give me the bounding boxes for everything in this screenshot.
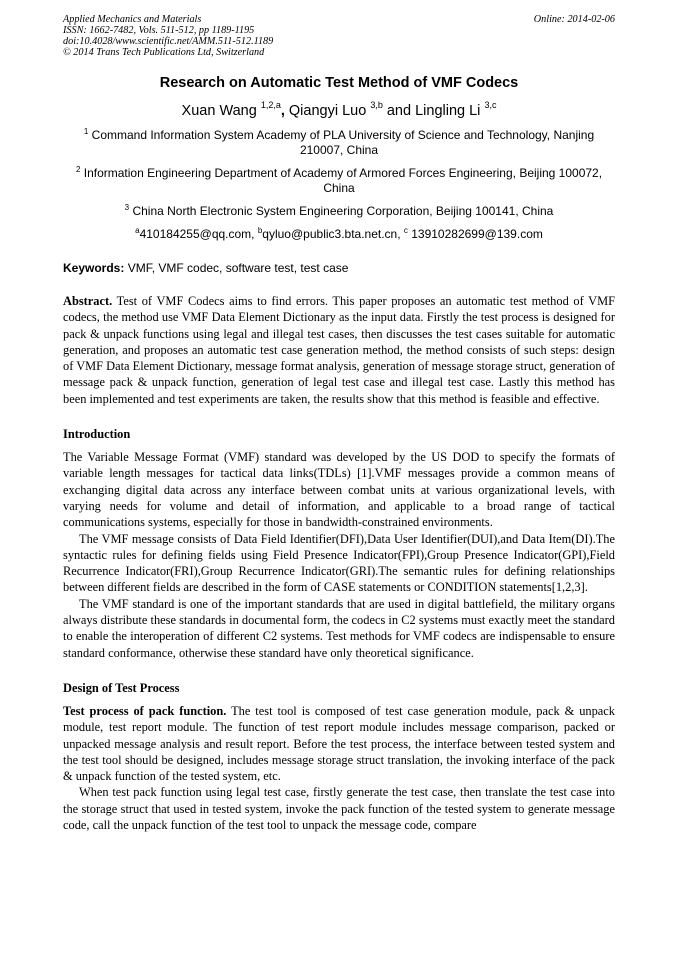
affiliation-marker: 3 [124,203,130,212]
author-affiliation-marker: 3,b [370,100,383,110]
author-name: Qiangyi Luo [288,103,367,119]
email-link[interactable]: qyluo@public3.bta.net.cn, [262,227,404,241]
doi-line: doi:10.4028/www.scientific.net/AMM.511-512.1189 [63,36,274,47]
author-list: Xuan Wang $^{1,2,a}$, Qiangyi Luo $^{3,b}$ and Lingling Li $^{3,c}$ [181,100,497,119]
paper-page [63,14,615,833]
section-heading-design: Design of Test Process [63,680,180,695]
author-name: Xuan Wang [181,103,257,119]
affiliation [63,128,615,158]
keywords-label: Keywords: [63,261,125,275]
paragraph [63,703,615,784]
abstract [63,293,615,407]
author-conjunction: and [382,103,416,119]
affiliation-text: Command Information System Academy of PLA University of Science and Technology, Nanjing 210007, China [91,128,595,157]
email-marker: b [257,226,263,235]
copyright-line: © 2014 Trans Tech Publications Ltd, Switzerland [63,47,265,58]
email-link[interactable]: 13910282699@139.com [407,227,543,241]
abstract-label: Abstract. [63,294,113,308]
email-link[interactable]: 410184255@qq.com, [139,227,258,241]
keywords [63,261,615,276]
affiliation [63,166,615,196]
paragraph-text: The test tool is composed of test case generation module, pack & unpack module, test report module. The function of test report module includes message comparison, packed or unpacked message analysis and result report. Before the test process, the interface between tested system and the test tool should be designed, includes message storage struct translation, the invoking interface of the pack & unpack function of the tested system, etc. [63,703,615,784]
abstract-text: Test of VMF Codecs aims to find errors. This paper proposes an automatic test method of VMF codecs, the method use VMF Data Element Dictionary as the input data. Firstly the test process is designed for pack & unpack functions using legal and illegal test cases, then discusses the test cases suitable for automatic generation, and proposes an automatic test case generation method, the method consists of such steps: design of VMF Data Element Dictionary, message format analysis, generation of message storage struct, generation of message pack & unpack function, generation of legal test case and illegal test case. Lastly this method has been implemented and test experiments are taken, the results show that this method is feasible and effective. [63,294,615,406]
affiliation-text: China North Electronic System Engineering Corporation, Beijing 100141, China [132,204,554,218]
author-affiliation-marker: 1,2,a [260,100,281,110]
author-emails [63,227,615,242]
author-affiliation-marker: 3,c [484,100,497,110]
keywords-text: VMF, VMF codec, software test, test case [124,261,349,275]
email-marker: a [135,226,140,235]
online-date: Online: 2014-02-06 [533,14,615,25]
paragraph: The VMF message consists of Data Field Identifier(DFI),Data User Identifier(DUI),and Data Item(DI).The syntactic rules for defining fields using Field Presence Indicator(FPI),Group Presence Indicator(GPI),Field Recurrence Indicator(FRI),Group Recurrence Indicator(GRI).The semantic rules for defining relationships between different fields are described in the form of CASE statements or CONDITION statements[1,2,3]. [63,531,615,595]
journal-header [63,14,615,58]
affiliation-marker: 2 [75,165,81,174]
journal-name: Applied Mechanics and Materials [63,14,202,25]
affiliation [63,204,615,219]
affiliation-marker: 1 [83,127,89,136]
section-heading-introduction: Introduction [63,427,131,442]
paragraph: When test pack function using legal test case, firstly generate the test case, then translate the test case into the storage struct that used in tested system, invoke the pack function of the tested system to generate message code, call the unpack function of the test tool to unpack the message code, compare [63,785,615,833]
paragraph: The VMF standard is one of the important standards that are used in digital battlefield, the military organs always distribute these standards in documental form, the codecs in C2 systems must exactly meet the standard to enable the interoperation of different C2 systems. Test methods for VMF codecs are indispensable to ensure standard conformance, otherwise these standard have only theoretical significance. [63,596,615,660]
author-name: Lingling Li [415,103,481,119]
affiliation-text: Information Engineering Department of Academy of Armored Forces Engineering, Beijing 100072, China [83,166,603,195]
issn-line: ISSN: 1662-7482, Vols. 511-512, pp 1189-1195 [63,25,255,36]
subsection-label: Test process of pack function. [63,703,227,718]
paper-title: Research on Automatic Test Method of VMF Codecs [159,75,519,91]
paragraph: The Variable Message Format (VMF) standard was developed by the US DOD to specify the formats of variable length messages for tactical data links(TDLs) [1].VMF messages provide a common means of exchanging digital data across any interface between combat units at various organizational levels, with varying needs for volume and detail of information, and applicable to a broad range of tactical communications systems, especially for those in bandwidth-constrained environments. [63,450,615,530]
email-marker: c [403,226,408,235]
